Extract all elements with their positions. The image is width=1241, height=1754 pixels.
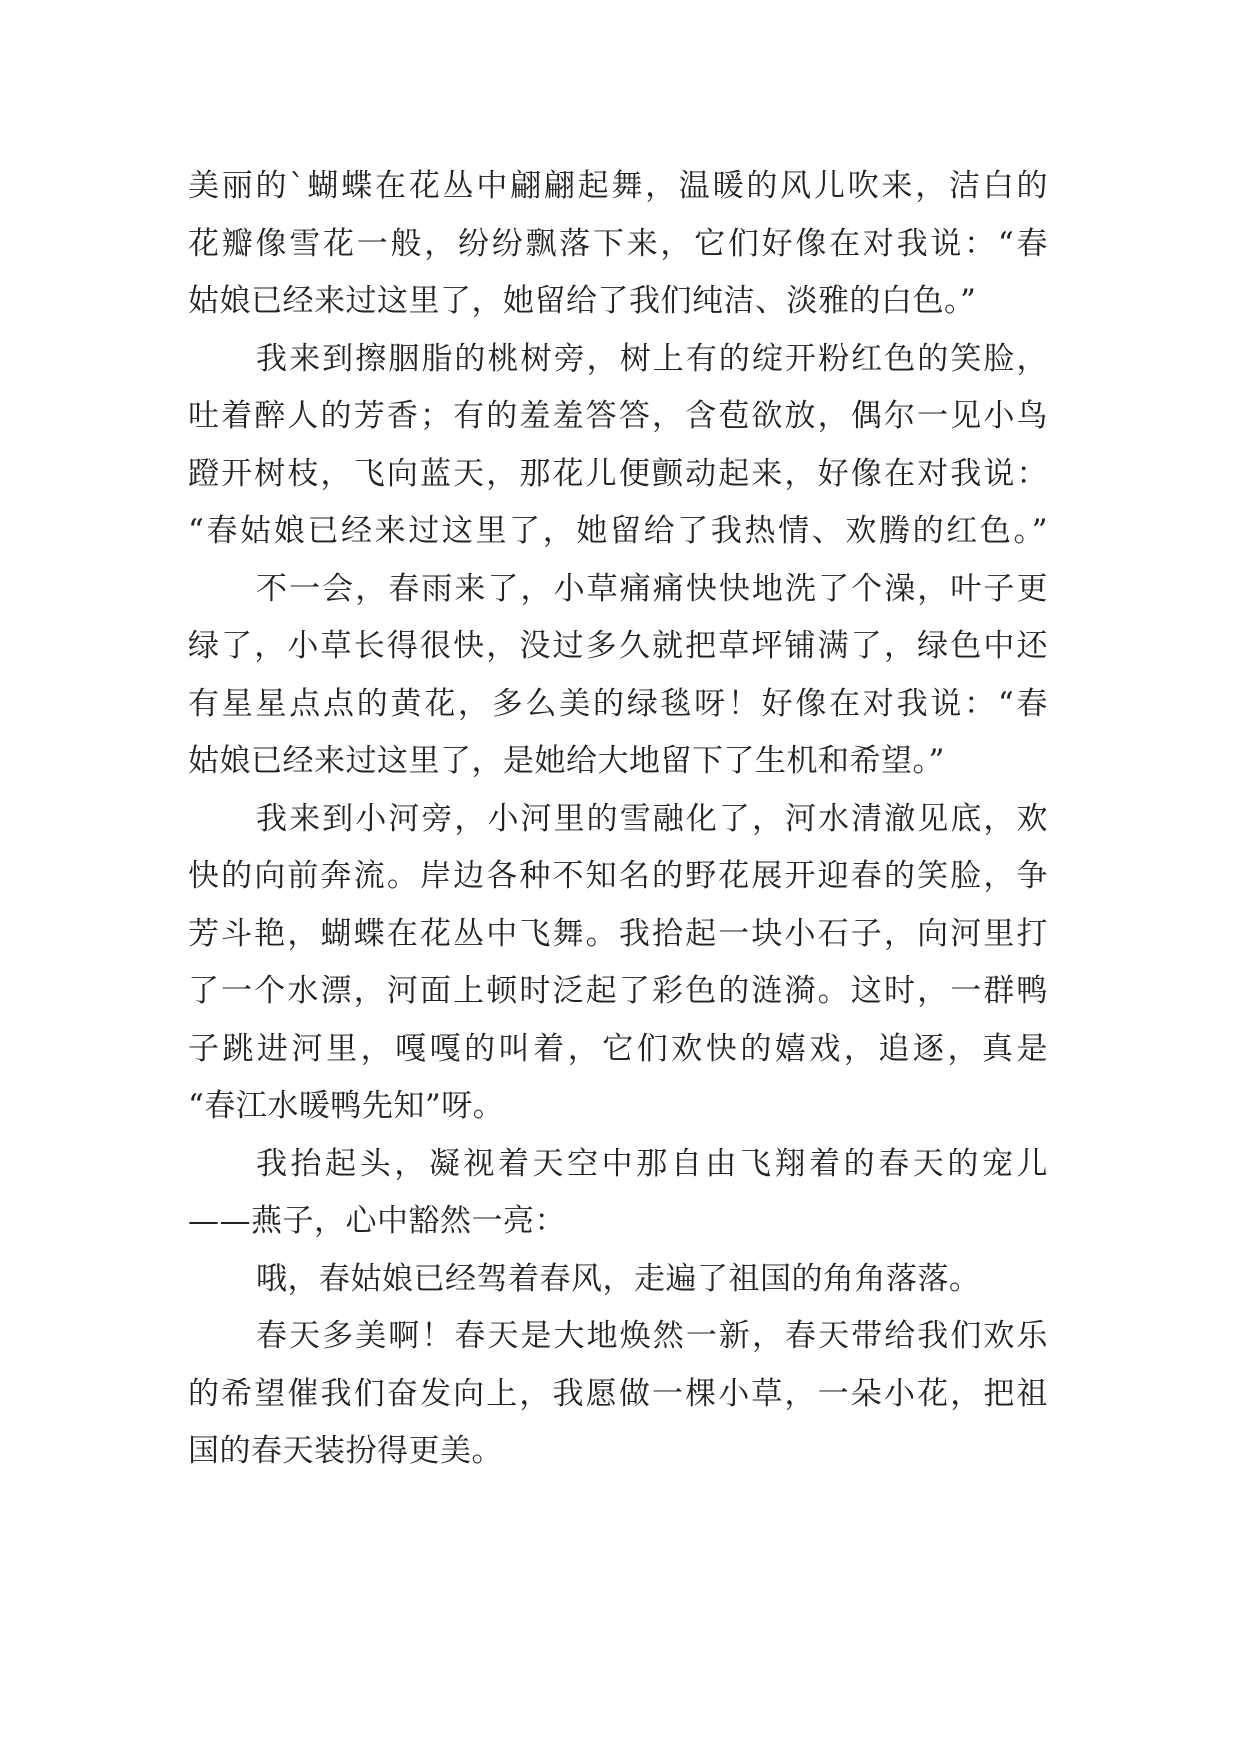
text-line: 快的向前奔流。岸边各种不知名的野花展开迎春的笑脸，争: [188, 858, 1048, 894]
paragraph-3: [188, 561, 1048, 791]
paragraph-1: [188, 158, 1048, 331]
text-line: 姑娘已经来过这里了，她留给了我们纯洁、淡雅的白色。”: [188, 283, 977, 319]
text-line: 了一个水漂，河面上顿时泛起了彩色的涟漪。这时，一群鸭: [188, 973, 1048, 1009]
paragraph-2: [188, 331, 1048, 561]
text-line: 我抬起头，凝视着天空中那自由飞翔着的春天的宠儿: [256, 1145, 1048, 1182]
text-line: 姑娘已经来过这里了，是她给大地留下了生机和希望。”: [188, 743, 945, 779]
text-line: 子跳进河里，嘎嘎的叫着，它们欢快的嬉戏，追逐，真是: [188, 1030, 1048, 1067]
text-line: “春姑娘已经来过这里了，她留给了我热情、欢腾的红色。”: [188, 513, 1048, 549]
text-line: 国的春天装扮得更美。: [188, 1433, 503, 1469]
text-line: 春天多美啊！春天是大地焕然一新，春天带给我们欢乐: [256, 1318, 1048, 1354]
paragraph-6: [188, 1251, 1048, 1309]
text-line: 花瓣像雪花一般，纷纷飘落下来，它们好像在对我说：“春: [188, 225, 1048, 262]
text-line: 吐着醉人的芳香；有的羞羞答答，含苞欲放，偶尔一见小鸟: [188, 398, 1048, 434]
text-line: “春江水暖鸭先知”呀。: [188, 1088, 505, 1124]
text-line: 绿了，小草长得很快，没过多久就把草坪铺满了，绿色中还: [188, 628, 1048, 664]
text-line: 芳斗艳，蝴蝶在花丛中飞舞。我拾起一块小石子，向河里打: [188, 915, 1048, 952]
text-line: 蹬开树枝，飞向蓝天，那花儿便颤动起来，好像在对我说：: [188, 455, 1048, 492]
text-line: 我来到擦胭脂的桃树旁，树上有的绽开粉红色的笑脸，: [256, 340, 1048, 377]
document-body: [188, 158, 1048, 1481]
text-line: ——燕子，心中豁然一亮：: [188, 1203, 566, 1239]
text-line: 不一会，春雨来了，小草痛痛快快地洗了个澡，叶子更: [256, 570, 1048, 607]
text-line: 的希望催我们奋发向上，我愿做一棵小草，一朵小花，把祖: [188, 1375, 1048, 1412]
text-line: 有星星点点的黄花，多么美的绿毯呀！好像在对我说：“春: [188, 685, 1048, 722]
paragraph-4: [188, 791, 1048, 1136]
text-line: 美丽的`蝴蝶在花丛中翩翩起舞，温暖的风儿吹来，洁白的: [188, 168, 1048, 204]
paragraph-5: [188, 1136, 1048, 1251]
text-line: 哦，春姑娘已经驾着春风，走遍了祖国的角角落落。: [256, 1260, 981, 1297]
paragraph-7: [188, 1308, 1048, 1481]
text-line: 我来到小河旁，小河里的雪融化了，河水清澈见底，欢: [256, 800, 1048, 837]
